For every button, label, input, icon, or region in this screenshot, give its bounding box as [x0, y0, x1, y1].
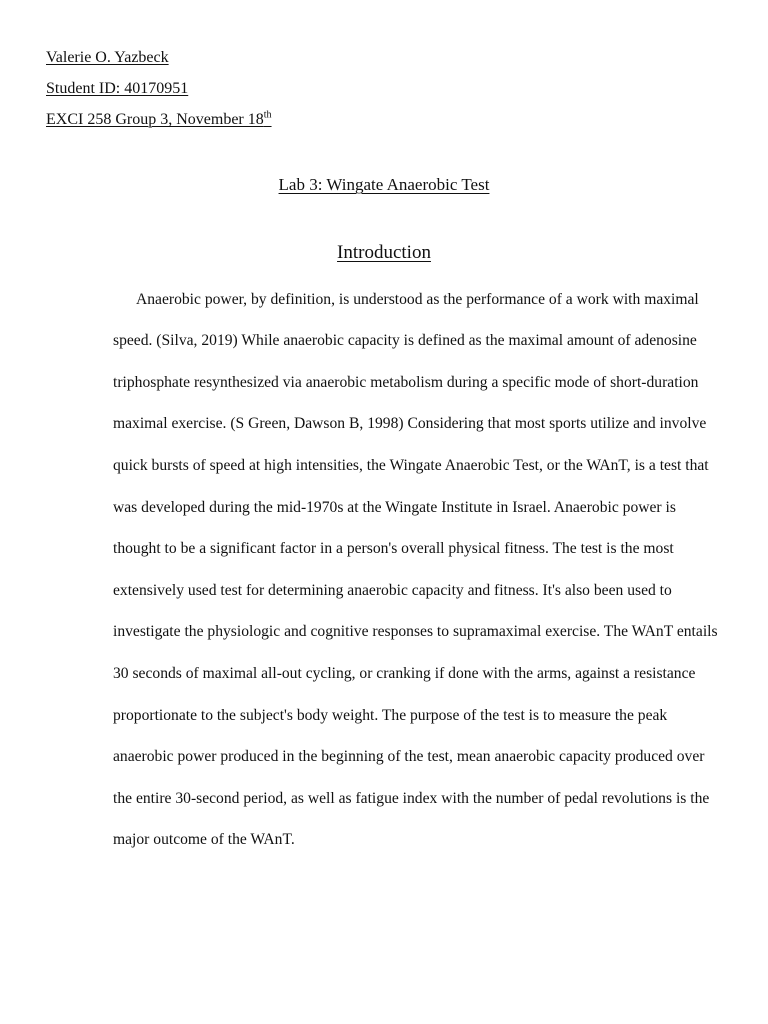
- section-heading-text: Introduction: [337, 242, 431, 263]
- lab-title: [0, 174, 768, 196]
- introduction-paragraph: Anaerobic power, by definition, is understood as the performance of a work with maximal speed. (Silva, 2019) While anaerobic capacity is defined as the maximal amount of adenosine triphosphate resynthesized via anaerobic metabolism during a specific mode of short-duration maximal exercise. (S Green, Dawson B, 1998) Considering that most sports utilize and involve quick bursts of speed at high intensities, the Wingate Anaerobic Test, or the WAnT, is a test that was developed during the mid-1970s at the Wingate Institute in Israel. Anaerobic power is thought to be a significant factor in a person's overall physical fitness. The test is the most extensively used test for determining anaerobic capacity and fitness. It's also been used to investigate the physiologic and cognitive responses to supramaximal exercise. The WAnT entails 30 seconds of maximal all-out cycling, or cranking if done with the arms, against a resistance proportionate to the subject's body weight. The purpose of the test is to measure the peak anaerobic power produced in the beginning of the test, mean anaerobic capacity produced over the entire 30-second period, as well as fatigue index with the number of pedal revolutions is the major outcome of the WAnT.: [113, 290, 718, 849]
- course-info: [46, 110, 272, 130]
- date-ordinal-suffix: th: [263, 109, 272, 121]
- author-name: Valerie O. Yazbeck: [46, 49, 169, 66]
- course-info-text: EXCI 258 Group 3, November 18: [46, 111, 264, 128]
- section-heading: [0, 242, 768, 264]
- lab-title-text: Lab 3: Wingate Anaerobic Test: [278, 175, 490, 194]
- student-id: Student ID: 40170951: [46, 80, 189, 97]
